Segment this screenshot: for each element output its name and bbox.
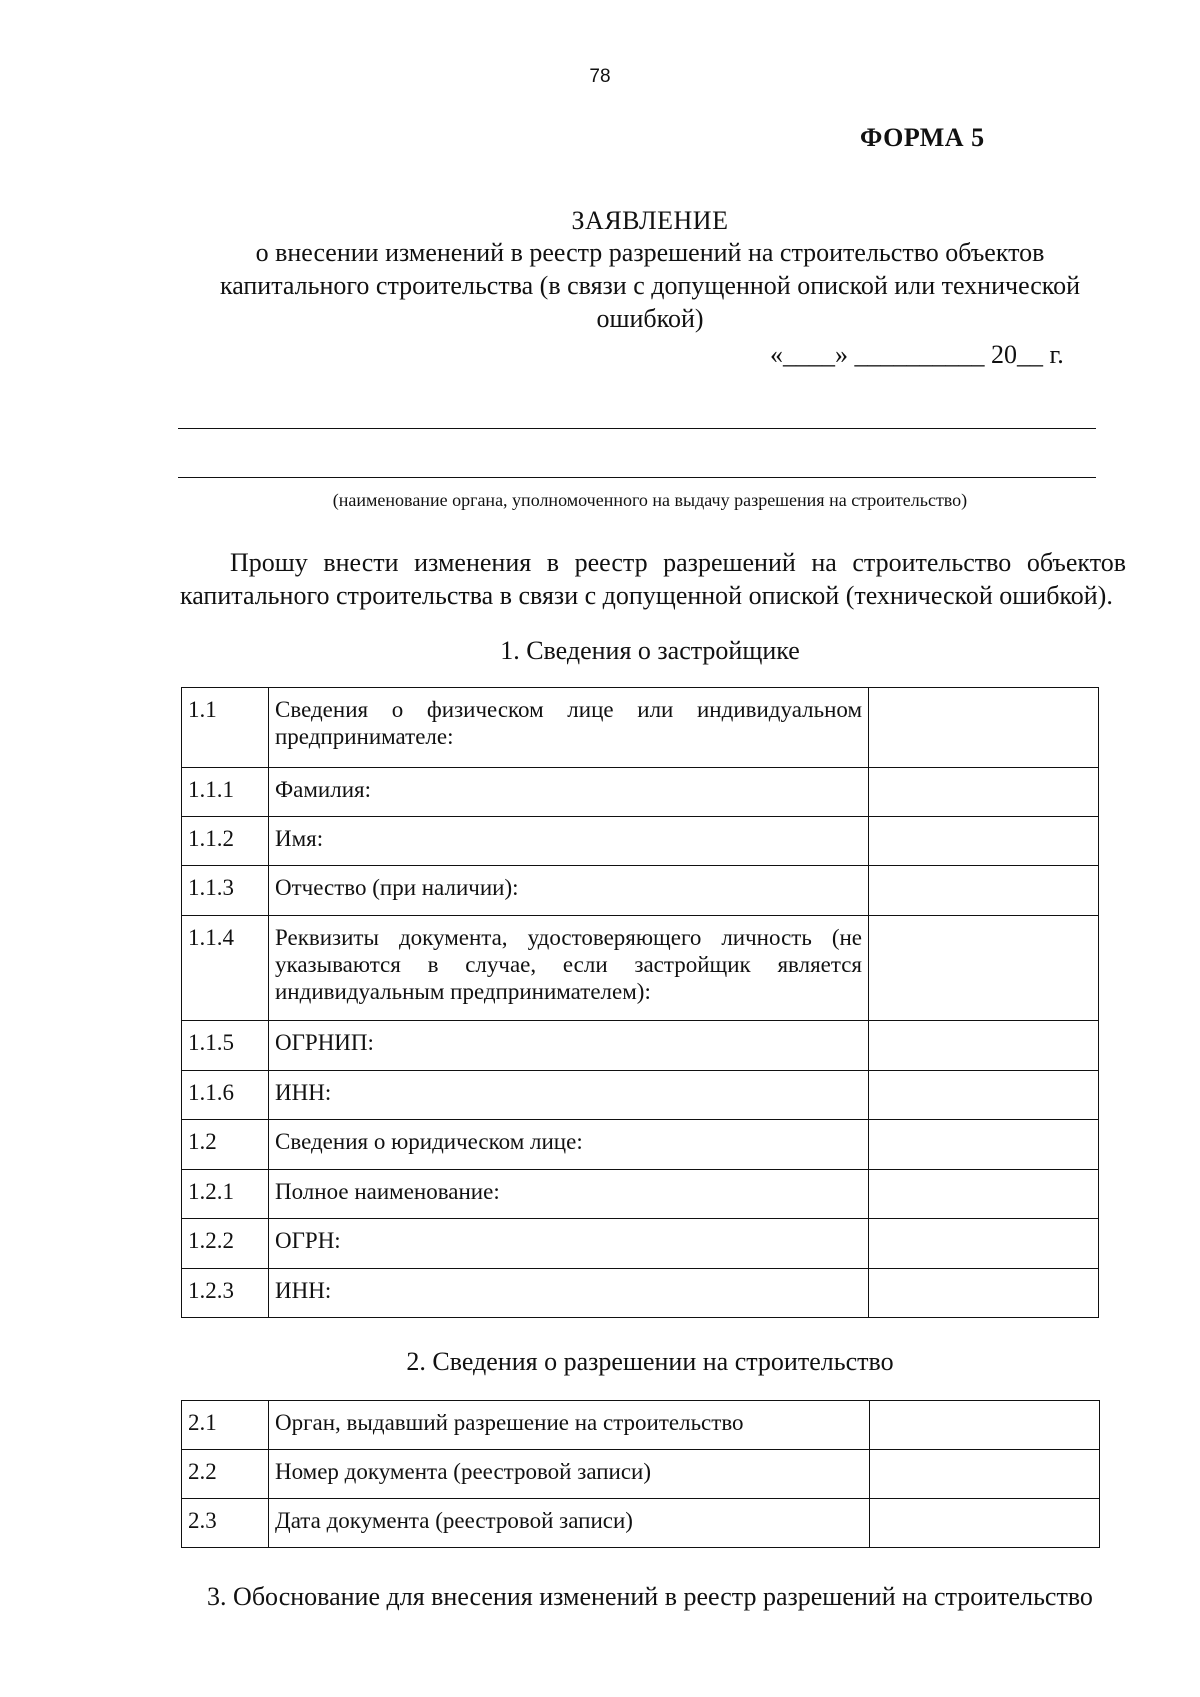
row-number: 1.2.3 xyxy=(182,1269,269,1318)
organ-name-line-2[interactable] xyxy=(178,477,1096,478)
row-value-cell[interactable] xyxy=(869,768,1099,817)
section3-heading: 3. Обоснование для внесения изменений в реестр разрешений на строительство xyxy=(207,1582,1093,1611)
row-label: ОГРНИП: xyxy=(269,1021,869,1071)
permit-info-table xyxy=(181,1400,1100,1548)
table-row xyxy=(182,768,1099,817)
row-number: 2.1 xyxy=(182,1401,269,1450)
table-row xyxy=(182,1071,1099,1120)
table-row xyxy=(182,916,1099,1021)
developer-info-table xyxy=(181,687,1099,1318)
row-value-cell[interactable] xyxy=(869,1170,1099,1219)
row-value-cell[interactable] xyxy=(870,1401,1100,1450)
table-row xyxy=(182,1401,1100,1450)
table-row xyxy=(182,1269,1099,1318)
row-value-cell[interactable] xyxy=(869,916,1099,1021)
table-row xyxy=(182,1450,1100,1499)
table-row xyxy=(182,688,1099,768)
row-number: 2.3 xyxy=(182,1499,269,1548)
row-value-cell[interactable] xyxy=(870,1499,1100,1548)
row-value-cell[interactable] xyxy=(869,1120,1099,1170)
table-row xyxy=(182,1219,1099,1269)
organ-caption: (наименование органа, уполномоченного на выдачу разрешения на строительство) xyxy=(332,490,968,510)
row-label: Фамилия: xyxy=(269,768,869,817)
section2-heading: 2. Сведения о разрешении на строительство xyxy=(406,1347,894,1376)
row-label: Сведения о физическом лице или индивидуальном предпринимателе: xyxy=(269,688,869,768)
row-value-cell[interactable] xyxy=(869,1219,1099,1269)
row-label: Реквизиты документа, удостоверяющего личность (не указываются в случае, если застройщик является индивидуальным предпринимателем): xyxy=(269,916,869,1021)
row-number: 1.1.6 xyxy=(182,1071,269,1120)
section1-heading: 1. Сведения о застройщике xyxy=(500,636,800,665)
row-number: 1.1.5 xyxy=(182,1021,269,1071)
document-subtitle: о внесении изменений в реестр разрешений на строительство объектов капитального строительства (в связи с допущенной опиской или технической ошибкой) xyxy=(219,238,1081,333)
date-line[interactable]: «____» __________ 20__ г. xyxy=(770,340,1064,369)
row-number: 1.2.2 xyxy=(182,1219,269,1269)
row-value-cell[interactable] xyxy=(869,866,1099,916)
row-label: Полное наименование: xyxy=(269,1170,869,1219)
row-number: 1.1 xyxy=(182,688,269,768)
table-row xyxy=(182,866,1099,916)
row-label: Сведения о юридическом лице: xyxy=(269,1120,869,1170)
row-number: 1.2 xyxy=(182,1120,269,1170)
row-value-cell[interactable] xyxy=(869,1269,1099,1318)
request-paragraph: Прошу внести изменения в реестр разрешений на строительство объектов капитального строительства в связи с допущенной опиской (технической ошибкой). xyxy=(180,548,1126,610)
row-value-cell[interactable] xyxy=(869,1021,1099,1071)
row-label: Дата документа (реестровой записи) xyxy=(269,1499,870,1548)
document-title: ЗАЯВЛЕНИЕ xyxy=(571,206,729,235)
table-row xyxy=(182,1021,1099,1071)
row-label: Отчество (при наличии): xyxy=(269,866,869,916)
table-row xyxy=(182,1499,1100,1548)
row-label: Имя: xyxy=(269,817,869,866)
row-value-cell[interactable] xyxy=(869,688,1099,768)
row-number: 1.2.1 xyxy=(182,1170,269,1219)
row-value-cell[interactable] xyxy=(870,1450,1100,1499)
row-number: 2.2 xyxy=(182,1450,269,1499)
row-value-cell[interactable] xyxy=(869,1071,1099,1120)
row-value-cell[interactable] xyxy=(869,817,1099,866)
row-label: Орган, выдавший разрешение на строительство xyxy=(269,1401,870,1450)
form-label: ФОРМА 5 xyxy=(860,123,985,152)
row-number: 1.1.1 xyxy=(182,768,269,817)
row-label: ИНН: xyxy=(269,1269,869,1318)
row-number: 1.1.4 xyxy=(182,916,269,1021)
table-row xyxy=(182,1120,1099,1170)
row-label: ИНН: xyxy=(269,1071,869,1120)
row-number: 1.1.3 xyxy=(182,866,269,916)
page-number: 78 xyxy=(589,66,611,87)
table-row xyxy=(182,1170,1099,1219)
row-label: ОГРН: xyxy=(269,1219,869,1269)
row-number: 1.1.2 xyxy=(182,817,269,866)
table-row xyxy=(182,817,1099,866)
organ-name-line-1[interactable] xyxy=(178,428,1096,429)
row-label: Номер документа (реестровой записи) xyxy=(269,1450,870,1499)
